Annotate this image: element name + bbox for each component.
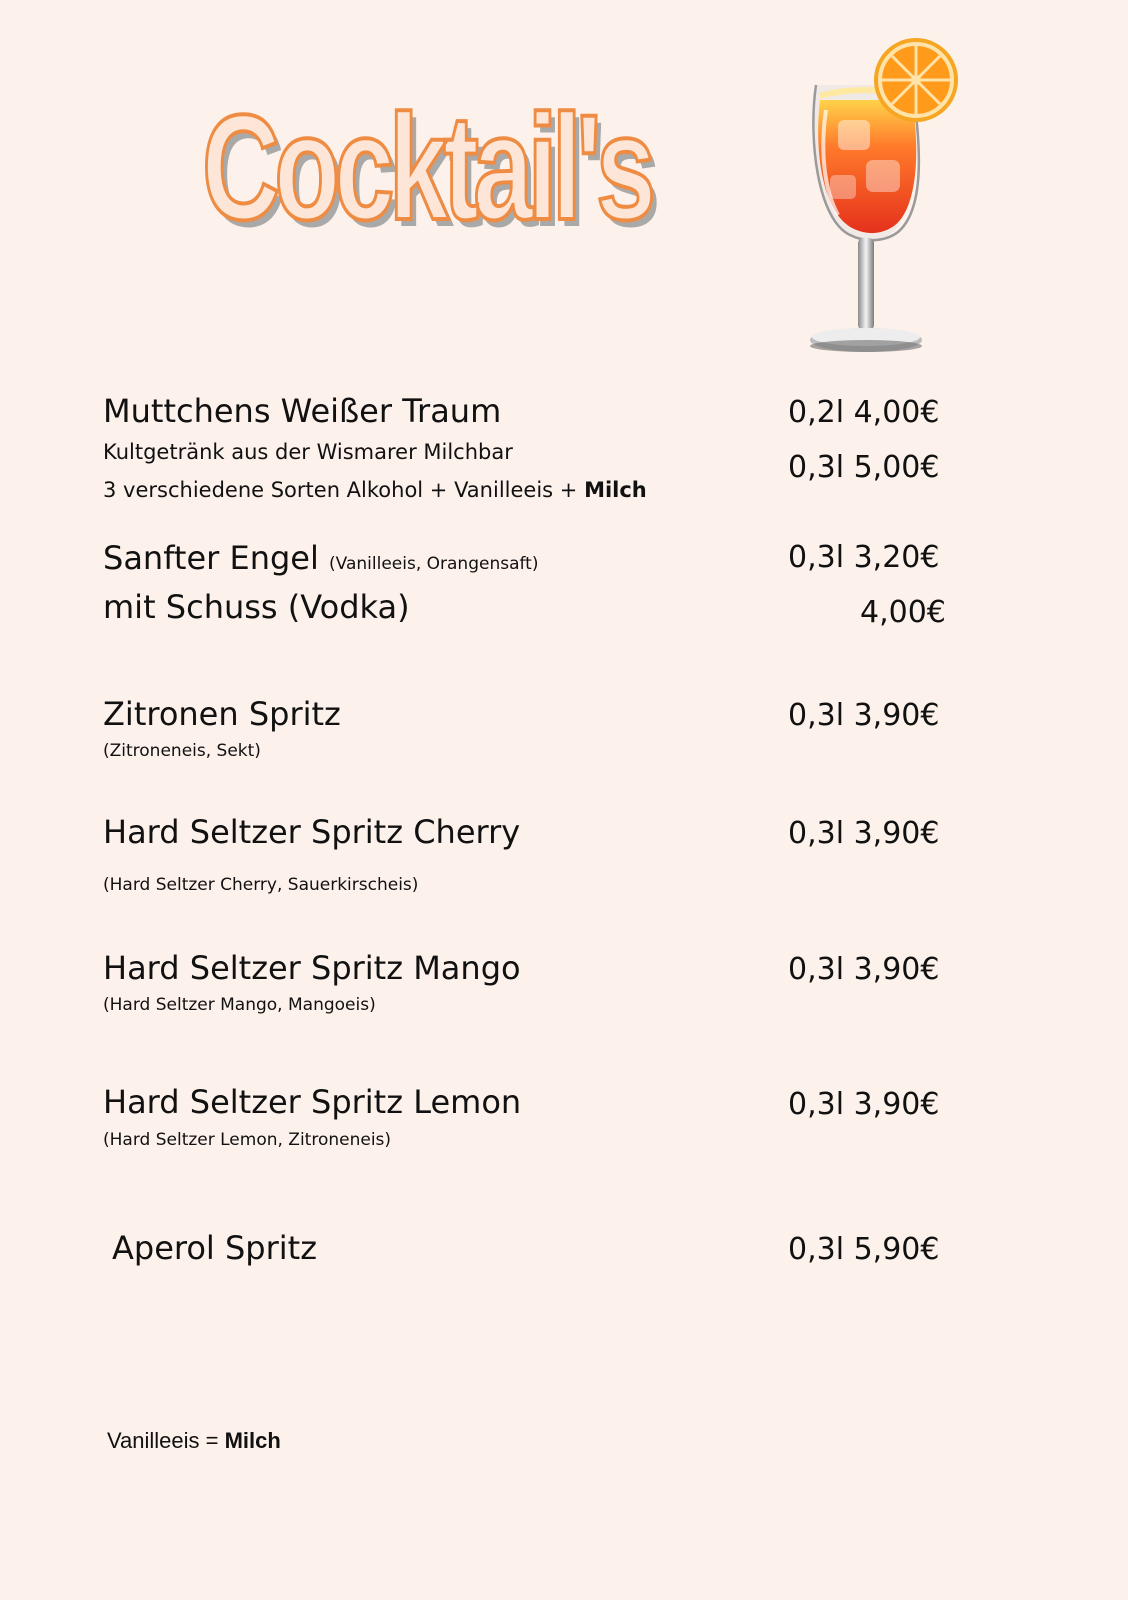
item-price: 0,3l 3,90€: [788, 952, 940, 987]
item-price: 0,3l 3,90€: [788, 698, 940, 733]
item-ingredients: (Hard Seltzer Cherry, Sauerkirscheis): [103, 875, 419, 895]
item-price: 0,3l 5,90€: [788, 1232, 940, 1267]
item-price: 0,3l 3,90€: [788, 816, 940, 851]
item-price: 4,00€: [860, 595, 946, 630]
item-price: 0,2l 4,00€: [788, 395, 940, 430]
cocktail-glass-icon: [808, 30, 968, 365]
footnote: Vanilleeis = Milch: [107, 1428, 281, 1453]
item-description: Kultgetränk aus der Wismarer Milchbar: [103, 440, 513, 464]
item-name: Zitronen Spritz: [103, 695, 341, 733]
item-name: Hard Seltzer Spritz Cherry: [103, 813, 521, 851]
item-ingredients: (Hard Seltzer Mango, Mangoeis): [103, 995, 376, 1015]
item-ingredients: (Vanilleeis, Orangensaft): [329, 554, 539, 574]
item-name: Sanfter Engel (Vanilleeis, Orangensaft): [103, 539, 539, 577]
item-price: 0,3l 3,90€: [788, 1087, 940, 1122]
item-name: Muttchens Weißer Traum: [103, 392, 502, 430]
item-variant: mit Schuss (Vodka): [103, 588, 410, 626]
item-description: 3 verschiedene Sorten Alkohol + Vanilleeis + Milch: [103, 478, 647, 502]
item-ingredients: (Zitroneneis, Sekt): [103, 741, 261, 761]
menu-title: Cocktail's: [202, 83, 651, 251]
item-name: Aperol Spritz: [112, 1229, 317, 1267]
item-ingredients: (Hard Seltzer Lemon, Zitroneneis): [103, 1130, 392, 1150]
item-name: Hard Seltzer Spritz Mango: [103, 949, 521, 987]
item-price: 0,3l 3,20€: [788, 540, 940, 575]
item-name: Hard Seltzer Spritz Lemon: [103, 1083, 522, 1121]
item-price: 0,3l 5,00€: [788, 450, 940, 485]
